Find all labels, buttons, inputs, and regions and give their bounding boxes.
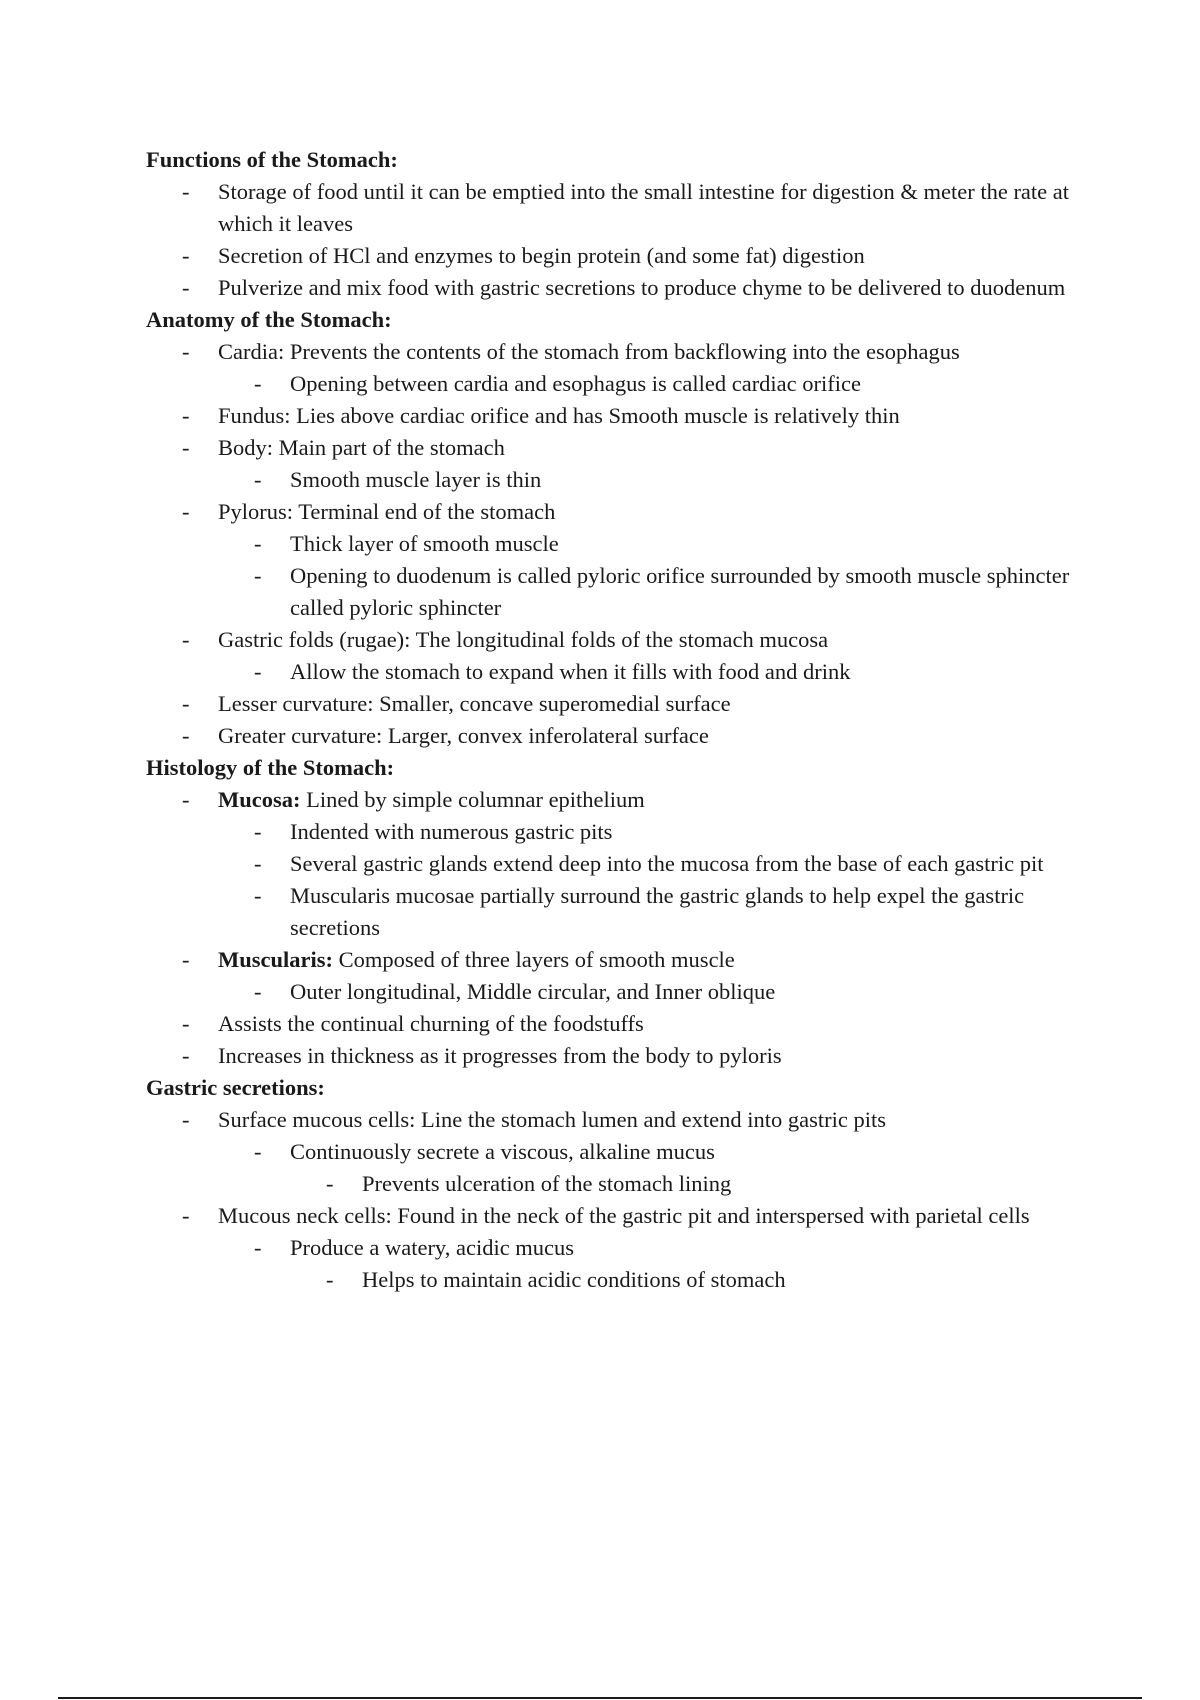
- list-item-text: Composed of three layers of smooth muscle: [333, 947, 735, 972]
- bullet-dash: -: [254, 563, 262, 588]
- bullet-dash: -: [254, 371, 262, 396]
- bullet-dash: -: [254, 531, 262, 556]
- bullet-dash: -: [254, 467, 262, 492]
- list-item-text: Secretion of HCl and enzymes to begin protein (and some fat) digestion: [218, 243, 865, 268]
- section-heading-histology: Histology of the Stomach:: [146, 755, 395, 780]
- section-heading-anatomy: Anatomy of the Stomach:: [146, 307, 392, 332]
- bullet-dash: -: [326, 1267, 334, 1292]
- list-item: [146, 240, 1086, 272]
- list-item: [146, 624, 1086, 656]
- list-item: [146, 720, 1086, 752]
- list-subitem: [146, 816, 1086, 848]
- section-heading-functions: Functions of the Stomach:: [146, 147, 398, 172]
- list-item-text: Cardia: Prevents the contents of the stomach from backflowing into the esophagus: [218, 339, 960, 364]
- list-subitem: [146, 880, 1086, 944]
- list-item: [146, 272, 1086, 304]
- bullet-dash: -: [254, 819, 262, 844]
- list-subitem: [146, 464, 1086, 496]
- list-item-text: Body: Main part of the stomach: [218, 435, 505, 460]
- bullet-dash: -: [254, 1235, 262, 1260]
- list-item: [146, 944, 1086, 976]
- list-item: [146, 1040, 1086, 1072]
- bullet-dash: -: [182, 947, 190, 972]
- bullet-dash: -: [182, 499, 190, 524]
- list-item-text: Assists the continual churning of the foodstuffs: [218, 1011, 644, 1036]
- bullet-dash: -: [254, 851, 262, 876]
- list-item: [146, 176, 1086, 240]
- list-item: [146, 496, 1086, 528]
- list-item: [146, 1200, 1086, 1232]
- list-item-text: Gastric folds (rugae): The longitudinal folds of the stomach mucosa: [218, 627, 829, 652]
- list-item-text: Mucous neck cells: Found in the neck of the gastric pit and interspersed with parietal cells: [218, 1203, 1030, 1228]
- list-item-text: Pylorus: Terminal end of the stomach: [218, 499, 556, 524]
- bullet-dash: -: [182, 435, 190, 460]
- list-item: [146, 1104, 1086, 1136]
- section-heading-secretions: Gastric secretions:: [146, 1075, 325, 1100]
- list-item-text: Allow the stomach to expand when it fills with food and drink: [290, 659, 851, 684]
- bullet-dash: -: [182, 179, 190, 204]
- bullet-dash: -: [254, 883, 262, 908]
- list-subsubitem: [146, 1168, 1086, 1200]
- bullet-dash: -: [182, 243, 190, 268]
- bullet-dash: -: [182, 275, 190, 300]
- bullet-dash: -: [254, 659, 262, 684]
- list-item-text: Pulverize and mix food with gastric secretions to produce chyme to be delivered to duodenum: [218, 275, 1066, 300]
- list-item-text: Fundus: Lies above cardiac orifice and has Smooth muscle is relatively thin: [218, 403, 900, 428]
- term-label-muscularis: Muscularis:: [218, 947, 333, 972]
- bullet-dash: -: [326, 1171, 334, 1196]
- list-item-text: Produce a watery, acidic mucus: [290, 1235, 575, 1260]
- list-item-text: Smooth muscle layer is thin: [290, 467, 542, 492]
- bullet-dash: -: [182, 627, 190, 652]
- list-subitem: [146, 656, 1086, 688]
- notes-page: [146, 144, 1086, 1296]
- list-item: [146, 1008, 1086, 1040]
- bullet-dash: -: [254, 979, 262, 1004]
- list-item-text: Thick layer of smooth muscle: [290, 531, 559, 556]
- bullet-dash: -: [182, 1107, 190, 1132]
- term-label-mucosa: Mucosa:: [218, 787, 301, 812]
- list-item-text: Greater curvature: Larger, convex inferolateral surface: [218, 723, 709, 748]
- list-item-text: Lined by simple columnar epithelium: [300, 787, 645, 812]
- list-item-text: Opening between cardia and esophagus is called cardiac orifice: [290, 371, 861, 396]
- list-subsubitem: [146, 1264, 1086, 1296]
- list-item-text: Muscularis mucosae partially surround the gastric glands to help expel the gastric secretions: [290, 883, 1025, 940]
- bullet-dash: -: [182, 1043, 190, 1068]
- list-item: [146, 688, 1086, 720]
- list-item: [146, 400, 1086, 432]
- bullet-dash: -: [182, 1011, 190, 1036]
- list-item-text: Prevents ulceration of the stomach lining: [362, 1171, 732, 1196]
- list-item-text: Helps to maintain acidic conditions of stomach: [362, 1267, 786, 1292]
- list-subitem: [146, 560, 1086, 624]
- list-subitem: [146, 528, 1086, 560]
- list-subitem: [146, 1232, 1086, 1264]
- bullet-dash: -: [182, 691, 190, 716]
- bullet-dash: -: [182, 723, 190, 748]
- bullet-dash: -: [182, 339, 190, 364]
- list-item-text: Outer longitudinal, Middle circular, and Inner oblique: [290, 979, 776, 1004]
- list-subitem: [146, 848, 1086, 880]
- list-item: [146, 784, 1086, 816]
- list-item-text: Continuously secrete a viscous, alkaline mucus: [290, 1139, 715, 1164]
- list-item: [146, 336, 1086, 368]
- list-item-text: Surface mucous cells: Line the stomach lumen and extend into gastric pits: [218, 1107, 886, 1132]
- list-subitem: [146, 1136, 1086, 1168]
- list-item-text: Increases in thickness as it progresses from the body to pyloris: [218, 1043, 782, 1068]
- list-subitem: [146, 368, 1086, 400]
- bullet-dash: -: [182, 403, 190, 428]
- list-item-text: Storage of food until it can be emptied into the small intestine for digestion & meter the rate at which it leaves: [218, 179, 1070, 236]
- bullet-dash: -: [254, 1139, 262, 1164]
- bullet-dash: -: [182, 1203, 190, 1228]
- list-item-text: Lesser curvature: Smaller, concave superomedial surface: [218, 691, 731, 716]
- page-bottom-rule: [58, 1697, 1142, 1699]
- list-item-text: Several gastric glands extend deep into the mucosa from the base of each gastric pit: [290, 851, 1044, 876]
- list-subitem: [146, 976, 1086, 1008]
- list-item-text: Indented with numerous gastric pits: [290, 819, 613, 844]
- bullet-dash: -: [182, 787, 190, 812]
- list-item-text: Opening to duodenum is called pyloric orifice surrounded by smooth muscle sphincter called pyloric sphincter: [290, 563, 1070, 620]
- list-item: [146, 432, 1086, 464]
